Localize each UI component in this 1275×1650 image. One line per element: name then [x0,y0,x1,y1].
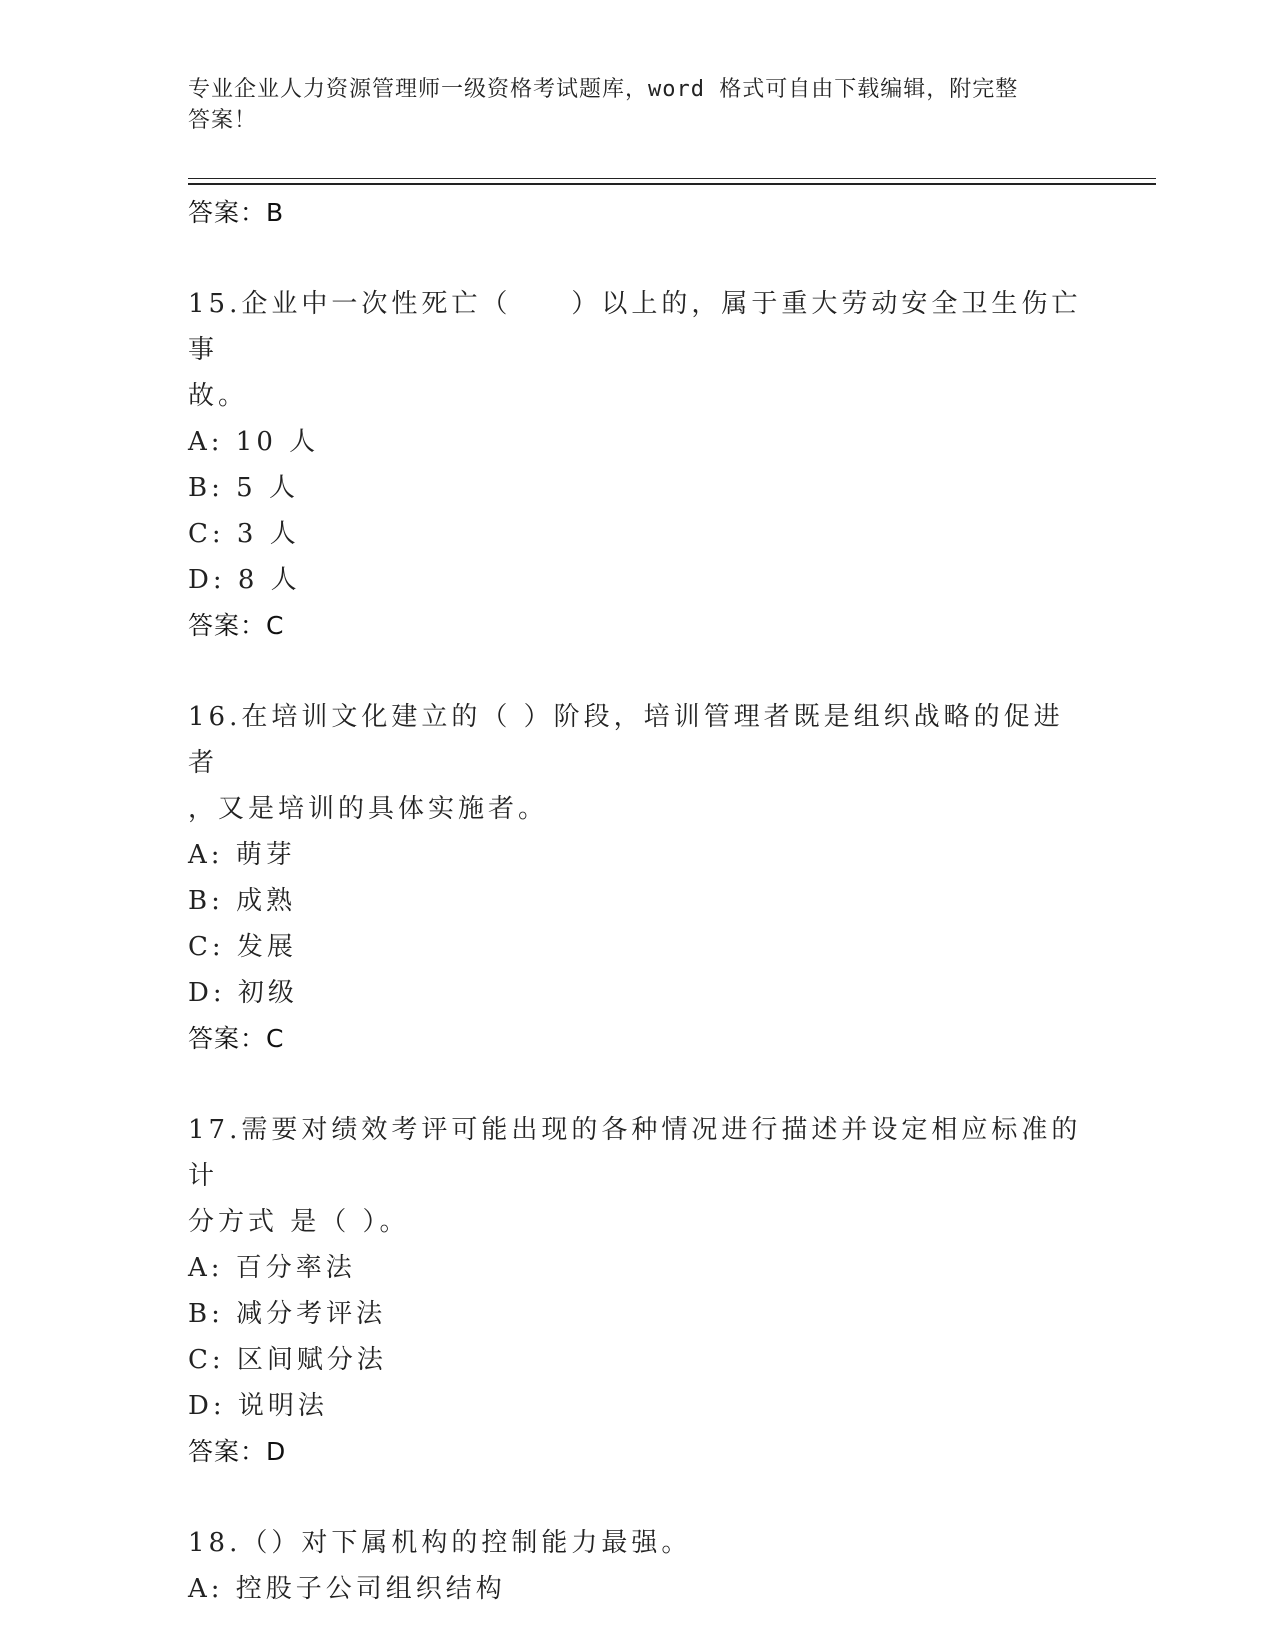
header-line-2: 答案！ [188,108,258,133]
question-list [188,190,1088,1612]
option-d: D: 说明法 [188,1391,328,1421]
answer-line: 答案：C [188,611,285,640]
answer-line: 答案：C [188,1024,285,1053]
option-c: C: 区间赋分法 [188,1345,387,1375]
option-b: B: 成熟 [188,886,297,916]
option-b: B: 减分考评法 [188,1299,387,1329]
question-text [188,1107,1088,1245]
question-18 [188,1520,1088,1612]
question-15 [188,281,1088,649]
option-c: C: 发展 [188,932,297,962]
option-a: A: 控股子公司组织结构 [188,1574,506,1604]
question-text-line: 17.需要对绩效考评可能出现的各种情况进行描述并设定相应标准的计 [188,1115,1082,1191]
question-text-line: 16.在培训文化建立的（ ）阶段，培训管理者既是组织战略的促进者 [188,702,1064,778]
answer-line: 答案：D [188,1437,287,1466]
option-c: C: 3 人 [188,519,300,549]
answer-line: 答案：B [188,198,285,227]
option-d: D: 8 人 [188,565,301,595]
question-text [188,281,1088,419]
question-text-line: 18.（）对下属机构的控制能力最强。 [188,1528,692,1558]
question-text-line: ，又是培训的具体实施者。 [188,794,549,824]
header-line-1: 专业企业人力资源管理师一级资格考试题库，word 格式可自由下载编辑，附完整 [188,77,1019,102]
question-text-line: 分方式 是（ ）。 [188,1207,410,1237]
question-17 [188,1107,1088,1475]
question-text-line: 15.企业中一次性死亡（ ）以上的，属于重大劳动安全卫生伤亡事 [188,289,1082,365]
option-a: A: 10 人 [188,427,320,457]
document-header [188,74,1088,136]
option-a: A: 萌芽 [188,840,296,870]
question-text [188,694,1088,832]
question-text [188,1520,1088,1566]
question-text-line: 故。 [188,381,249,411]
option-d: D: 初级 [188,978,298,1008]
header-divider-thick [188,183,1156,185]
header-divider-thin [188,178,1156,179]
question-16 [188,694,1088,1062]
option-b: B: 5 人 [188,473,299,503]
option-a: A: 百分率法 [188,1253,356,1283]
